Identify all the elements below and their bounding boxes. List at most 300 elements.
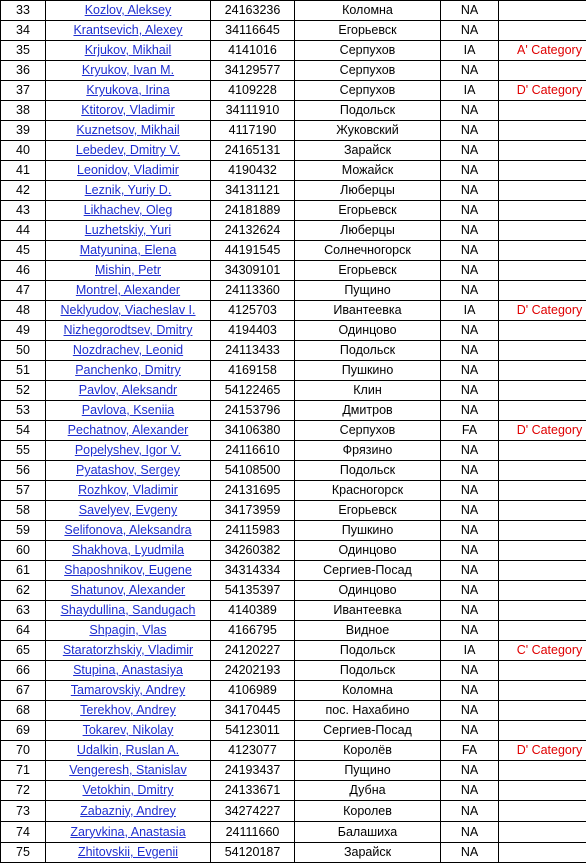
name-cell	[46, 601, 211, 621]
city-cell: Серпухов	[295, 81, 441, 101]
player-id: 24153796	[211, 401, 295, 421]
category-cell	[499, 501, 586, 521]
row-number: 69	[1, 721, 46, 741]
status-cell: NA	[441, 822, 499, 843]
row-number: 39	[1, 121, 46, 141]
table-row	[1, 601, 586, 621]
table-row	[1, 261, 586, 281]
city-cell: Коломна	[295, 681, 441, 701]
player-name-link[interactable]: Lebedev, Dmitry V.	[75, 143, 181, 157]
status-cell: NA	[441, 521, 499, 541]
row-number: 73	[1, 801, 46, 822]
category-cell	[499, 561, 586, 581]
city-cell: Подольск	[295, 341, 441, 361]
status-cell: NA	[441, 21, 499, 41]
city-cell: Видное	[295, 621, 441, 641]
player-name-link[interactable]: Pavlov, Aleksandr	[78, 383, 178, 397]
player-name-link[interactable]: Krjukov, Mikhail	[84, 43, 172, 57]
row-number: 67	[1, 681, 46, 701]
city-cell: Коломна	[295, 1, 441, 21]
row-number: 49	[1, 321, 46, 341]
status-cell: IA	[441, 81, 499, 101]
row-number: 61	[1, 561, 46, 581]
status-cell: NA	[441, 1, 499, 21]
name-cell	[46, 361, 211, 381]
player-id: 24202193	[211, 661, 295, 681]
player-id: 24163236	[211, 1, 295, 21]
status-cell: NA	[441, 401, 499, 421]
category-cell	[499, 761, 586, 781]
status-cell: NA	[441, 541, 499, 561]
row-number: 68	[1, 701, 46, 721]
table-row	[1, 521, 586, 541]
row-number: 43	[1, 201, 46, 221]
name-cell	[46, 561, 211, 581]
row-number: 47	[1, 281, 46, 301]
status-cell: NA	[441, 241, 499, 261]
name-cell	[46, 301, 211, 321]
player-id: 24116610	[211, 441, 295, 461]
name-cell	[46, 21, 211, 41]
player-name-link[interactable]: Kryukov, Ivan M.	[81, 63, 175, 77]
name-cell	[46, 822, 211, 843]
row-number: 51	[1, 361, 46, 381]
player-name-link[interactable]: Krantsevich, Alexey	[73, 23, 183, 37]
table-row	[1, 822, 586, 843]
name-cell	[46, 241, 211, 261]
name-cell	[46, 701, 211, 721]
status-cell: NA	[441, 581, 499, 601]
name-cell	[46, 681, 211, 701]
player-name-link[interactable]: Matyunina, Elena	[79, 243, 177, 257]
status-cell: NA	[441, 221, 499, 241]
name-cell	[46, 501, 211, 521]
table-row	[1, 101, 586, 121]
status-cell: NA	[441, 261, 499, 281]
table-row	[1, 781, 586, 801]
city-cell: Зарайск	[295, 141, 441, 161]
row-number: 35	[1, 41, 46, 61]
name-cell	[46, 1, 211, 21]
category-cell	[499, 361, 586, 381]
table-row	[1, 461, 586, 481]
player-id: 24181889	[211, 201, 295, 221]
status-cell: IA	[441, 301, 499, 321]
table-row	[1, 281, 586, 301]
player-id: 4194403	[211, 321, 295, 341]
category-cell: C' Category	[499, 641, 586, 661]
name-cell	[46, 121, 211, 141]
player-name-link[interactable]: Terekhov, Andrey	[80, 703, 176, 717]
category-cell	[499, 721, 586, 741]
name-cell	[46, 541, 211, 561]
name-cell	[46, 261, 211, 281]
category-cell	[499, 341, 586, 361]
status-cell: NA	[441, 441, 499, 461]
player-id: 34274227	[211, 801, 295, 822]
table-row	[1, 581, 586, 601]
player-name-link[interactable]: Tamarovskiy, Andrey	[70, 683, 186, 697]
player-id: 24165131	[211, 141, 295, 161]
city-cell: Королёв	[295, 741, 441, 761]
name-cell	[46, 581, 211, 601]
name-cell	[46, 41, 211, 61]
category-cell	[499, 801, 586, 822]
player-name-link[interactable]: Zhitovskii, Evgenii	[77, 845, 179, 859]
city-cell: Красногорск	[295, 481, 441, 501]
table-row	[1, 361, 586, 381]
city-cell: Солнечногорск	[295, 241, 441, 261]
table-row	[1, 481, 586, 501]
city-cell: Подольск	[295, 461, 441, 481]
status-cell: NA	[441, 621, 499, 641]
player-name-link[interactable]: Tokarev, Nikolay	[82, 723, 174, 737]
city-cell: Подольск	[295, 101, 441, 121]
status-cell: NA	[441, 321, 499, 341]
city-cell: Одинцово	[295, 321, 441, 341]
category-cell	[499, 521, 586, 541]
category-cell	[499, 621, 586, 641]
row-number: 53	[1, 401, 46, 421]
row-number: 54	[1, 421, 46, 441]
table-row	[1, 843, 586, 863]
table-row	[1, 421, 586, 441]
category-cell	[499, 281, 586, 301]
category-cell	[499, 1, 586, 21]
player-name-link[interactable]: Kuznetsov, Mikhail	[76, 123, 180, 137]
player-id: 24193437	[211, 761, 295, 781]
row-number: 44	[1, 221, 46, 241]
table-row	[1, 561, 586, 581]
status-cell: NA	[441, 201, 499, 221]
player-id: 34314334	[211, 561, 295, 581]
row-number: 70	[1, 741, 46, 761]
player-id: 34106380	[211, 421, 295, 441]
player-id: 24113433	[211, 341, 295, 361]
category-cell	[499, 21, 586, 41]
player-id: 4117190	[211, 121, 295, 141]
name-cell	[46, 281, 211, 301]
table-row	[1, 661, 586, 681]
category-cell	[499, 201, 586, 221]
status-cell: FA	[441, 421, 499, 441]
player-name-link[interactable]: Nozdrachev, Leonid	[72, 343, 184, 357]
category-cell	[499, 661, 586, 681]
city-cell: Одинцово	[295, 541, 441, 561]
city-cell: Зарайск	[295, 843, 441, 863]
table-row	[1, 721, 586, 741]
category-cell	[499, 601, 586, 621]
category-cell	[499, 221, 586, 241]
player-name-link[interactable]: Shatunov, Alexander	[70, 583, 186, 597]
status-cell: NA	[441, 181, 499, 201]
category-cell	[499, 401, 586, 421]
player-name-link[interactable]: Pavlova, Kseniia	[81, 403, 175, 417]
category-cell	[499, 181, 586, 201]
table-row	[1, 181, 586, 201]
player-id: 34129577	[211, 61, 295, 81]
city-cell: Королев	[295, 801, 441, 822]
city-cell: Сергиев-Посад	[295, 561, 441, 581]
category-cell	[499, 121, 586, 141]
player-name-link[interactable]: Selifonova, Aleksandra	[64, 523, 192, 537]
table-row	[1, 1, 586, 21]
status-cell: NA	[441, 681, 499, 701]
name-cell	[46, 101, 211, 121]
player-id: 34260382	[211, 541, 295, 561]
status-cell: NA	[441, 721, 499, 741]
player-name-link[interactable]: Stupina, Anastasiya	[73, 663, 183, 677]
category-cell	[499, 241, 586, 261]
row-number: 75	[1, 843, 46, 863]
player-id: 24111660	[211, 822, 295, 843]
city-cell: Ивантеевка	[295, 601, 441, 621]
row-number: 63	[1, 601, 46, 621]
city-cell: Люберцы	[295, 221, 441, 241]
row-number: 64	[1, 621, 46, 641]
status-cell: NA	[441, 141, 499, 161]
row-number: 57	[1, 481, 46, 501]
status-cell: FA	[441, 741, 499, 761]
city-cell: Пушкино	[295, 521, 441, 541]
name-cell	[46, 761, 211, 781]
row-number: 71	[1, 761, 46, 781]
player-id: 24120227	[211, 641, 295, 661]
player-name-link[interactable]: Pechatnov, Alexander	[67, 423, 189, 437]
table-row	[1, 541, 586, 561]
city-cell: Можайск	[295, 161, 441, 181]
city-cell: Серпухов	[295, 421, 441, 441]
status-cell: NA	[441, 561, 499, 581]
player-name-link[interactable]: Mishin, Petr	[95, 263, 161, 277]
city-cell: Одинцово	[295, 581, 441, 601]
city-cell: Жуковский	[295, 121, 441, 141]
player-name-link[interactable]: Zabazniy, Andrey	[80, 803, 176, 818]
status-cell: NA	[441, 801, 499, 822]
table-row	[1, 321, 586, 341]
player-name-link[interactable]: Popelyshev, Igor V.	[74, 443, 182, 457]
player-name-link[interactable]: Pyatashov, Sergey	[76, 463, 180, 477]
player-id: 4123077	[211, 741, 295, 761]
table-row	[1, 141, 586, 161]
player-id: 4141016	[211, 41, 295, 61]
player-id: 34309101	[211, 261, 295, 281]
player-name-link[interactable]: Staratorzhskiy, Vladimir	[62, 643, 194, 657]
table-row	[1, 221, 586, 241]
name-cell	[46, 201, 211, 221]
name-cell	[46, 521, 211, 541]
city-cell: Подольск	[295, 641, 441, 661]
player-id: 34116645	[211, 21, 295, 41]
row-number: 56	[1, 461, 46, 481]
player-name-link[interactable]: Likhachev, Oleg	[83, 203, 173, 217]
status-cell: NA	[441, 161, 499, 181]
player-id: 24115983	[211, 521, 295, 541]
category-cell: A' Category	[499, 41, 586, 61]
row-number: 74	[1, 822, 46, 843]
name-cell	[46, 661, 211, 681]
city-cell: Ивантеевка	[295, 301, 441, 321]
status-cell: NA	[441, 101, 499, 121]
status-cell: NA	[441, 61, 499, 81]
player-name-link[interactable]: Kozlov, Aleksey	[84, 3, 172, 17]
player-id: 24133671	[211, 781, 295, 801]
row-number: 58	[1, 501, 46, 521]
player-id: 24113360	[211, 281, 295, 301]
name-cell	[46, 781, 211, 801]
city-cell: пос. Нахабино	[295, 701, 441, 721]
city-cell: Егорьевск	[295, 501, 441, 521]
player-id: 54122465	[211, 381, 295, 401]
player-name-link[interactable]: Ktitorov, Vladimir	[81, 103, 175, 117]
row-number: 48	[1, 301, 46, 321]
player-name-link[interactable]: Vengeresh, Stanislav	[69, 763, 187, 777]
status-cell: NA	[441, 761, 499, 781]
player-name-link[interactable]: Shpagin, Vlas	[89, 623, 167, 637]
row-number: 42	[1, 181, 46, 201]
table-row	[1, 161, 586, 181]
category-cell	[499, 461, 586, 481]
category-cell	[499, 321, 586, 341]
player-name-link[interactable]: Leonidov, Vladimir	[77, 163, 179, 177]
player-id: 54135397	[211, 581, 295, 601]
name-cell	[46, 481, 211, 501]
player-id: 54120187	[211, 843, 295, 863]
name-cell	[46, 741, 211, 761]
player-id: 34173959	[211, 501, 295, 521]
table-row	[1, 341, 586, 361]
row-number: 33	[1, 1, 46, 21]
city-cell: Егорьевск	[295, 21, 441, 41]
name-cell	[46, 461, 211, 481]
name-cell	[46, 341, 211, 361]
player-name-link[interactable]: Neklyudov, Viacheslav I.	[60, 303, 196, 317]
category-cell	[499, 681, 586, 701]
category-cell	[499, 481, 586, 501]
player-name-link[interactable]: Vetokhin, Dmitry	[82, 783, 174, 797]
player-id: 4169158	[211, 361, 295, 381]
category-cell: D' Category	[499, 741, 586, 761]
category-cell: D' Category	[499, 421, 586, 441]
status-cell: NA	[441, 381, 499, 401]
city-cell: Балашиха	[295, 822, 441, 843]
player-id: 54108500	[211, 461, 295, 481]
player-name-link[interactable]: Shaydullina, Sandugach	[60, 603, 196, 617]
player-id: 24131695	[211, 481, 295, 501]
player-name-link[interactable]: Luzhetskiy, Yuri	[84, 223, 172, 237]
name-cell	[46, 181, 211, 201]
status-cell: NA	[441, 843, 499, 863]
player-name-link[interactable]: Savelyev, Evgeny	[78, 503, 178, 517]
player-name-link[interactable]: Montrel, Alexander	[75, 283, 181, 297]
category-cell	[499, 441, 586, 461]
status-cell: IA	[441, 641, 499, 661]
name-cell	[46, 641, 211, 661]
table-row	[1, 641, 586, 661]
status-cell: IA	[441, 41, 499, 61]
row-number: 45	[1, 241, 46, 261]
table-row	[1, 741, 586, 761]
table-row	[1, 81, 586, 101]
row-number: 59	[1, 521, 46, 541]
player-name-link[interactable]: Panchenko, Dmitry	[75, 363, 181, 377]
table-row	[1, 441, 586, 461]
row-number: 38	[1, 101, 46, 121]
player-name-link[interactable]: Shakhova, Lyudmila	[71, 543, 185, 557]
city-cell: Серпухов	[295, 61, 441, 81]
table-row	[1, 201, 586, 221]
table-row	[1, 681, 586, 701]
category-cell	[499, 161, 586, 181]
name-cell	[46, 321, 211, 341]
table-row	[1, 241, 586, 261]
player-name-link[interactable]: Leznik, Yuriy D.	[84, 183, 172, 197]
status-cell: NA	[441, 481, 499, 501]
player-id: 4125703	[211, 301, 295, 321]
name-cell	[46, 161, 211, 181]
row-number: 37	[1, 81, 46, 101]
row-number: 40	[1, 141, 46, 161]
player-name-link[interactable]: Kryukova, Irina	[86, 83, 170, 97]
table-row	[1, 381, 586, 401]
category-cell	[499, 101, 586, 121]
city-cell: Пущино	[295, 761, 441, 781]
player-id: 34111910	[211, 101, 295, 121]
player-name-link[interactable]: Udalkin, Ruslan A.	[76, 743, 180, 757]
city-cell: Дубна	[295, 781, 441, 801]
city-cell: Пушкино	[295, 361, 441, 381]
player-id: 4140389	[211, 601, 295, 621]
status-cell: NA	[441, 781, 499, 801]
city-cell: Фрязино	[295, 441, 441, 461]
player-id: 24132624	[211, 221, 295, 241]
name-cell	[46, 81, 211, 101]
status-cell: NA	[441, 341, 499, 361]
name-cell	[46, 61, 211, 81]
player-name-link[interactable]: Rozhkov, Vladimir	[78, 483, 178, 497]
table-row	[1, 621, 586, 641]
name-cell	[46, 721, 211, 741]
table-body	[1, 1, 586, 863]
category-cell	[499, 261, 586, 281]
status-cell: NA	[441, 601, 499, 621]
player-id: 34131121	[211, 181, 295, 201]
category-cell	[499, 781, 586, 801]
table-row	[1, 401, 586, 421]
player-id: 44191545	[211, 241, 295, 261]
row-number: 41	[1, 161, 46, 181]
city-cell: Серпухов	[295, 41, 441, 61]
city-cell: Люберцы	[295, 181, 441, 201]
name-cell	[46, 421, 211, 441]
player-name-link[interactable]: Shaposhnikov, Eugene	[64, 563, 192, 577]
player-name-link[interactable]: Zaryvkina, Anastasia	[70, 824, 186, 839]
name-cell	[46, 843, 211, 863]
name-cell	[46, 401, 211, 421]
status-cell: NA	[441, 461, 499, 481]
category-cell	[499, 381, 586, 401]
player-id: 4106989	[211, 681, 295, 701]
city-cell: Пущино	[295, 281, 441, 301]
name-cell	[46, 221, 211, 241]
name-cell	[46, 801, 211, 822]
player-name-link[interactable]: Nizhegorodtsev, Dmitry	[63, 323, 193, 337]
category-cell	[499, 822, 586, 843]
category-cell	[499, 141, 586, 161]
category-cell	[499, 61, 586, 81]
status-cell: NA	[441, 661, 499, 681]
city-cell: Егорьевск	[295, 261, 441, 281]
